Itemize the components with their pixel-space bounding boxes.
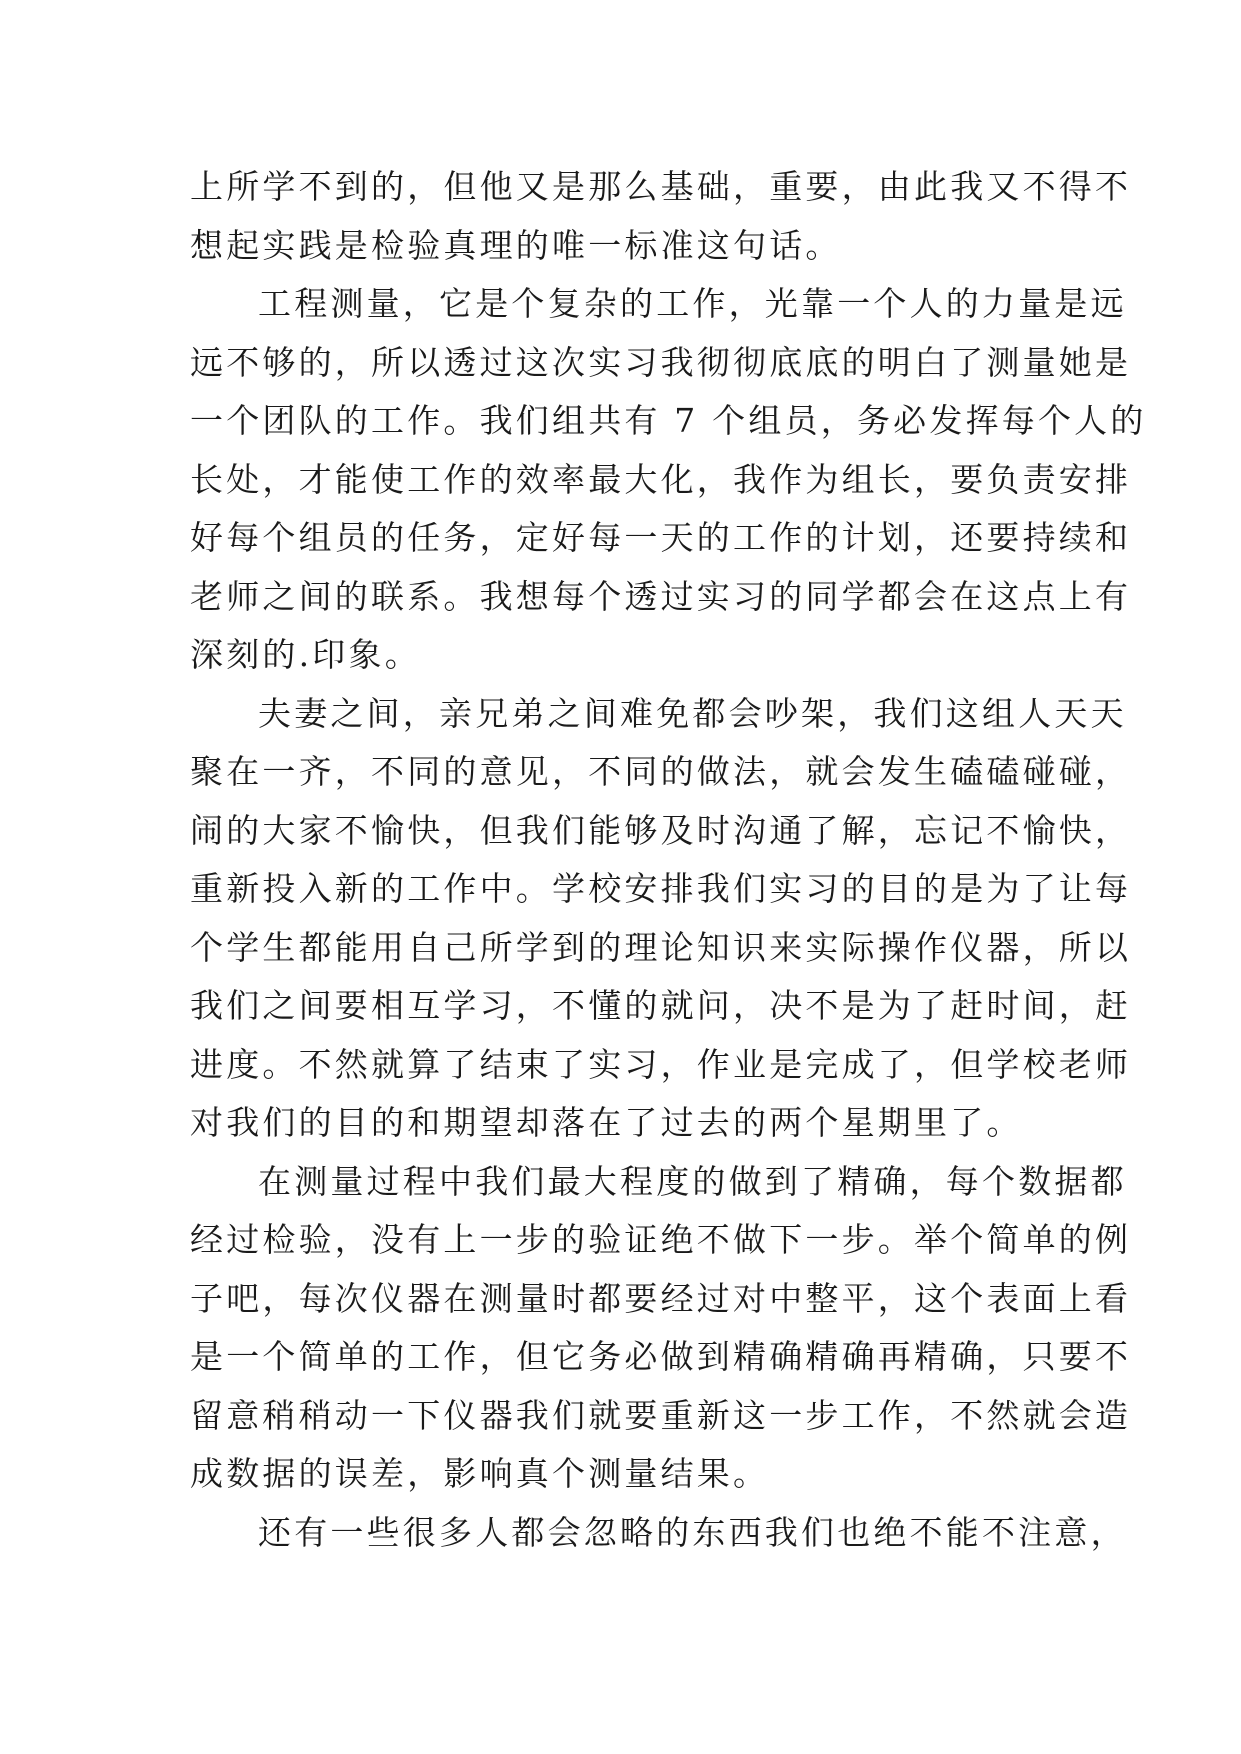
text-line: 老师之间的联系。我想每个透过实习的同学都会在这点上有 — [190, 576, 1132, 616]
text-line: 子吧，每次仪器在测量时都要经过对中整平，这个表面上看 — [190, 1278, 1132, 1318]
text-line: 工程测量，它是个复杂的工作，光靠一个人的力量是远 — [258, 284, 1127, 323]
text-line: 成数据的误差，影响真个测量结果。 — [190, 1454, 770, 1493]
text-line: 聚在一齐，不同的意见，不同的做法，就会发生磕磕碰碰， — [190, 752, 1132, 791]
text-line: 留意稍稍动一下仪器我们就要重新这一步工作，不然就会造 — [190, 1395, 1132, 1435]
document-body — [190, 158, 1147, 1562]
text-line: 长处，才能使工作的效率最大化，我作为组长，要负责安排 — [190, 459, 1132, 499]
text-line: 还有一些很多人都会忽略的东西我们也绝不能不注意， — [258, 1512, 1127, 1552]
text-line: 想起实践是检验真理的唯一标准这句话。 — [190, 225, 842, 265]
text-line: 个学生都能用自己所学到的理论知识来实际操作仪器，所以 — [190, 927, 1132, 967]
text-line: 深刻的.印象。 — [190, 635, 421, 674]
text-line: 闹的大家不愉快，但我们能够及时沟通了解，忘记不愉快， — [190, 810, 1132, 850]
text-line: 上所学不到的，但他又是那么基础，重要，由此我又不得不 — [190, 167, 1132, 206]
text-line: 在测量过程中我们最大程度的做到了精确，每个数据都 — [258, 1161, 1127, 1201]
text-line: 对我们的目的和期望却落在了过去的两个星期里了。 — [190, 1103, 1023, 1142]
text-line: 一个团队的工作。我们组共有 7 个组员，务必发挥每个人的 — [190, 401, 1147, 440]
text-line: 好每个组员的任务，定好每一天的工作的计划，还要持续和 — [190, 518, 1132, 557]
text-line: 是一个简单的工作，但它务必做到精确精确再精确，只要不 — [190, 1337, 1132, 1376]
text-line: 重新投入新的工作中。学校安排我们实习的目的是为了让每 — [190, 869, 1132, 908]
text-line: 夫妻之间，亲兄弟之间难免都会吵架，我们这组人天天 — [258, 693, 1127, 733]
text-line: 经过检验，没有上一步的验证绝不做下一步。举个简单的例 — [190, 1220, 1132, 1259]
text-line: 进度。不然就算了结束了实习，作业是完成了，但学校老师 — [190, 1044, 1132, 1084]
text-line: 我们之间要相互学习，不懂的就问，决不是为了赶时间，赶 — [190, 986, 1132, 1025]
text-line: 远不够的，所以透过这次实习我彻彻底底的明白了测量她是 — [190, 342, 1132, 382]
